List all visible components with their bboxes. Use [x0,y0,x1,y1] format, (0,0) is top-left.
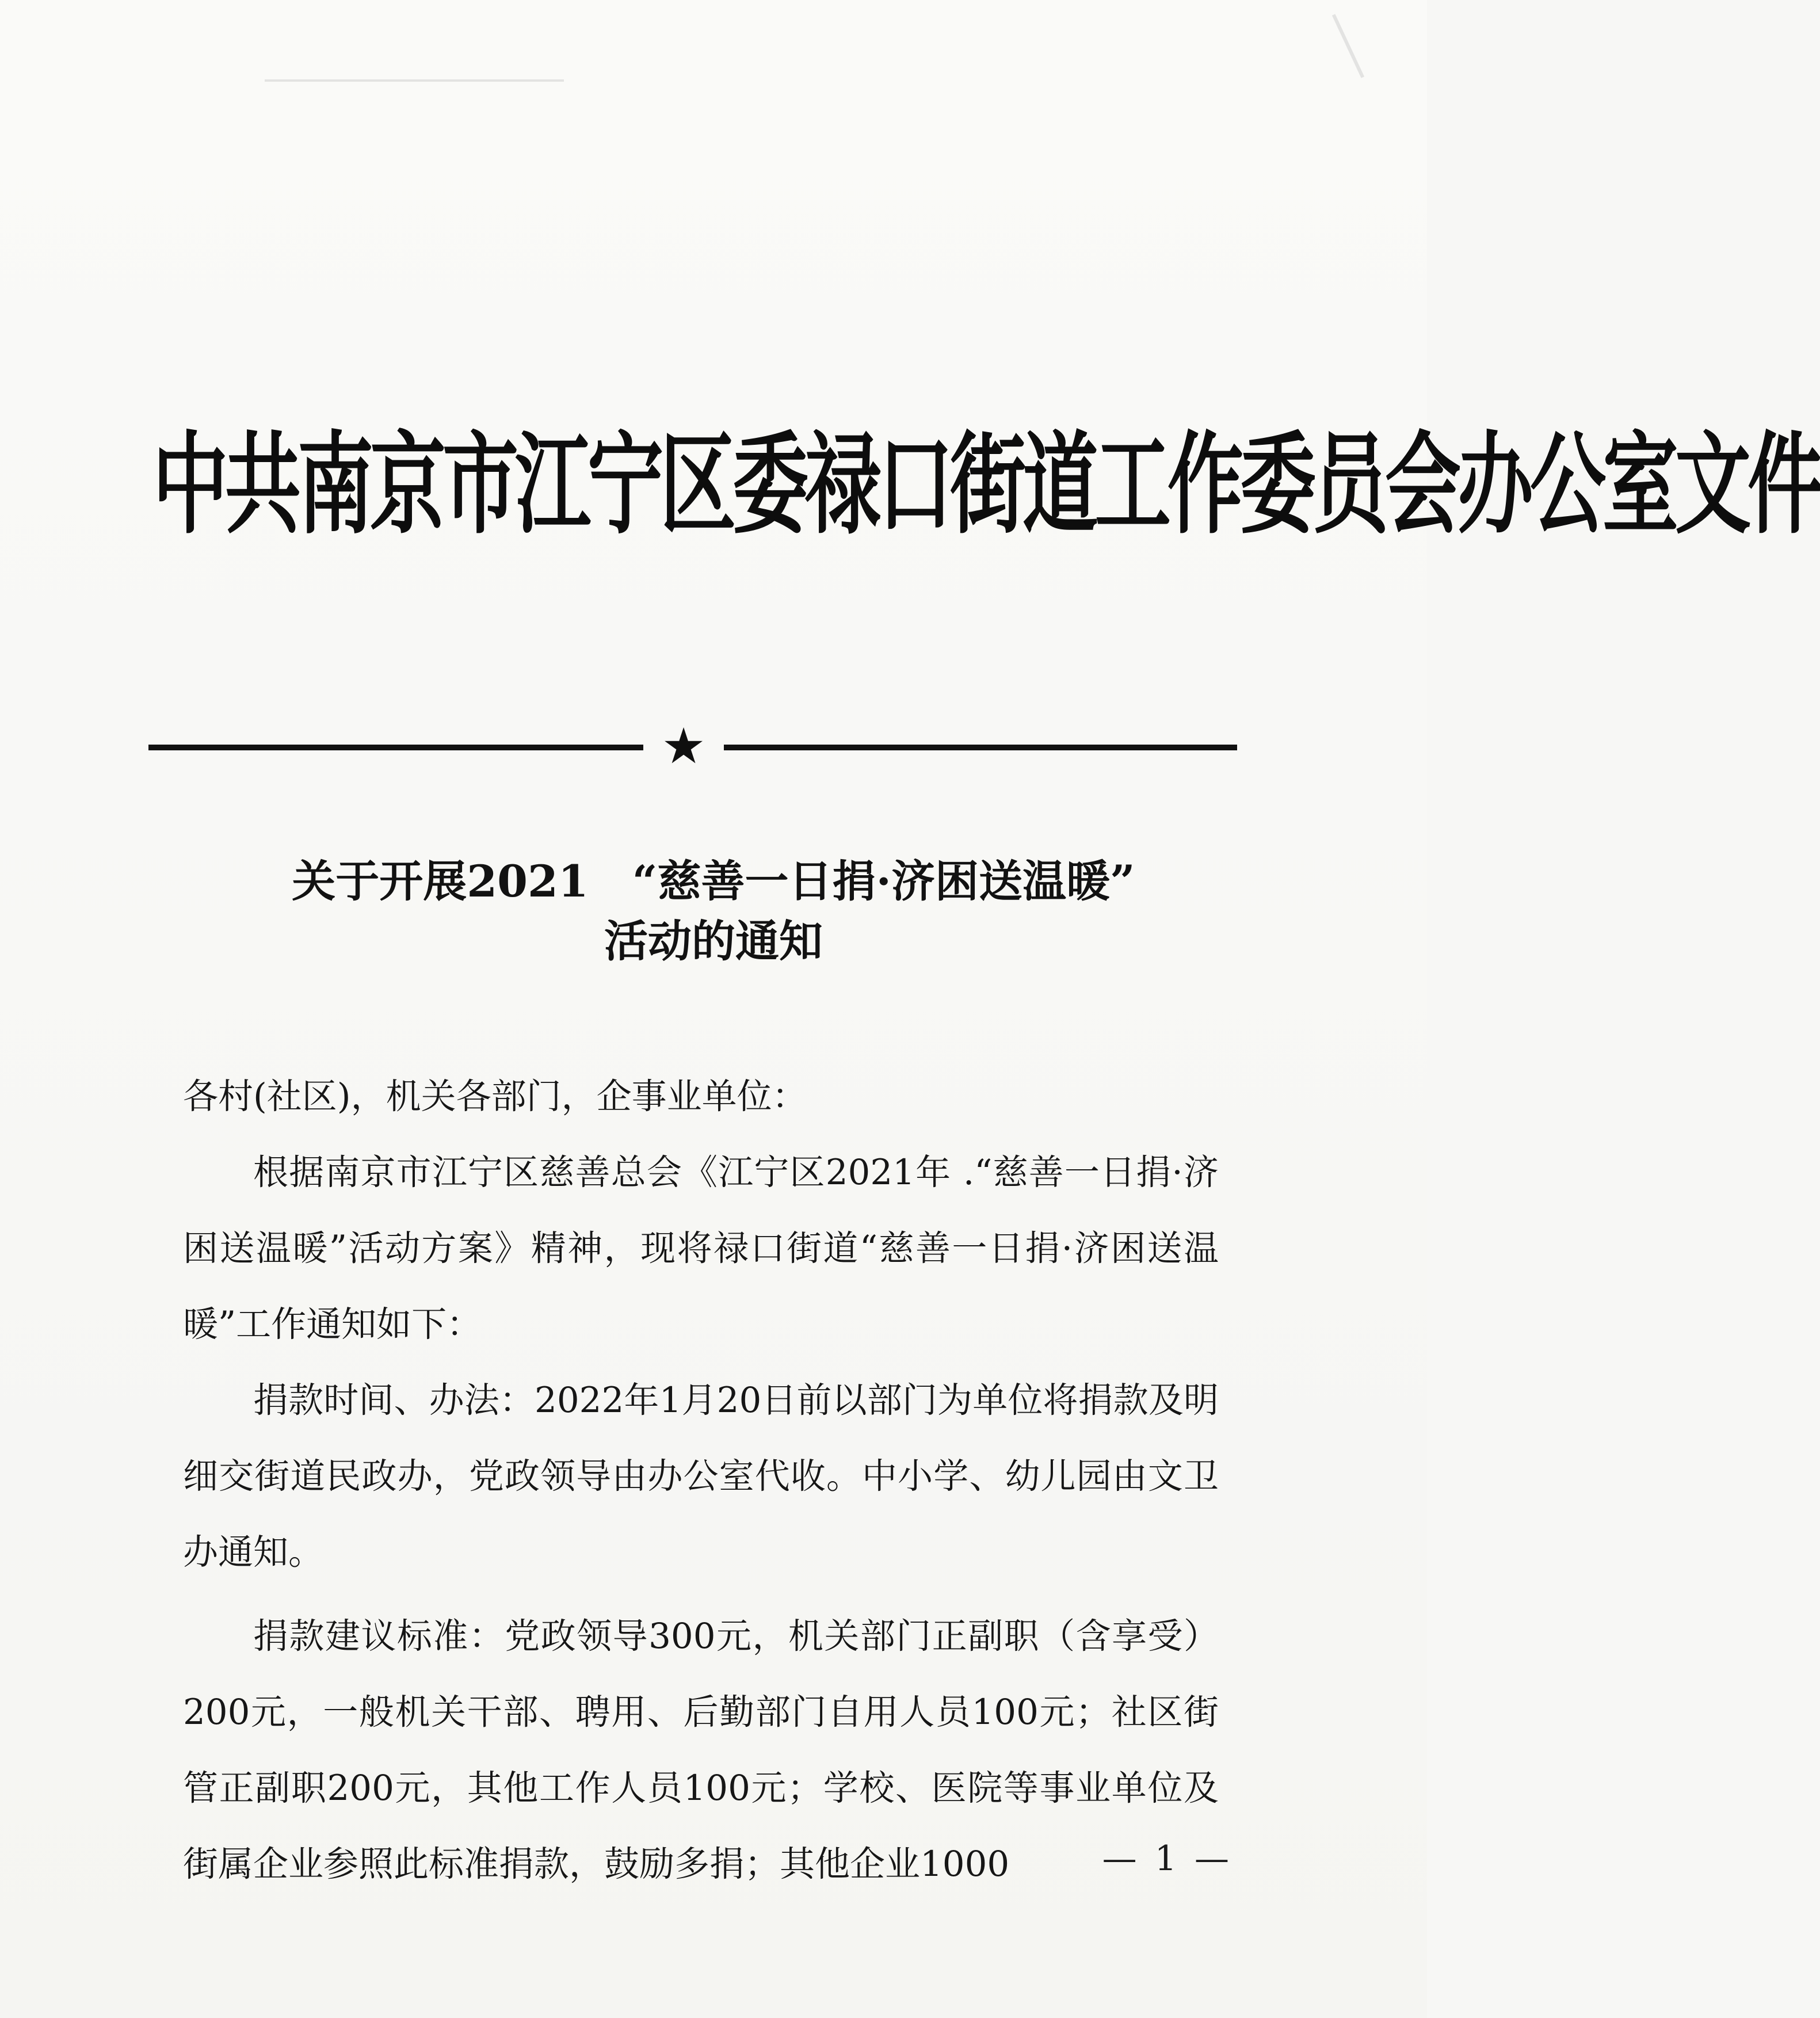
paragraph-donation-standard: 捐款建议标准：党政领导300元，机关部门正副职（含享受）200元，一般机关干部、聘用、后勤部门自用人员100元；社区街管正副职200元，其他工作人员100元；学校、医院等事业单位及街属企业参照此标准捐款，鼓励多捐；其他企业1000 [183,1616,1219,1885]
divider-line-right [724,745,1237,750]
page-number: — 1 — [1102,1838,1233,1879]
notice-title [138,852,1289,971]
scan-artifact-top [265,79,564,82]
notice-title-line-1: 关于开展2021 “慈善一日捐·济困送温暖” [292,856,1135,907]
divider-line-left [148,745,643,750]
star-icon: ★ [661,718,706,775]
paragraph-donation-time: 捐款时间、办法：2022年1月20日前以部门为单位将捐款及明细交街道民政办，党政领导由办公室代收。中小学、幼儿园由文卫办通知。 [183,1380,1219,1573]
notice-body [183,1059,1219,1902]
scan-artifact-top-right [1332,14,1364,78]
header-divider [148,718,1237,775]
salutation: 各村(社区)，机关各部门，企事业单位： [183,1076,807,1117]
notice-title-line-2: 活动的通知 [604,915,823,967]
document-header-title: 中共南京市江宁区委禄口街道工作委员会办公室文件 [152,420,1820,550]
paragraph-basis: 根据南京市江宁区慈善总会《江宁区2021年 .“慈善一日捐·济困送温暖”活动方案》精神，现将禄口街道“慈善一日捐·济困送温暖”工作通知如下： [183,1152,1219,1345]
